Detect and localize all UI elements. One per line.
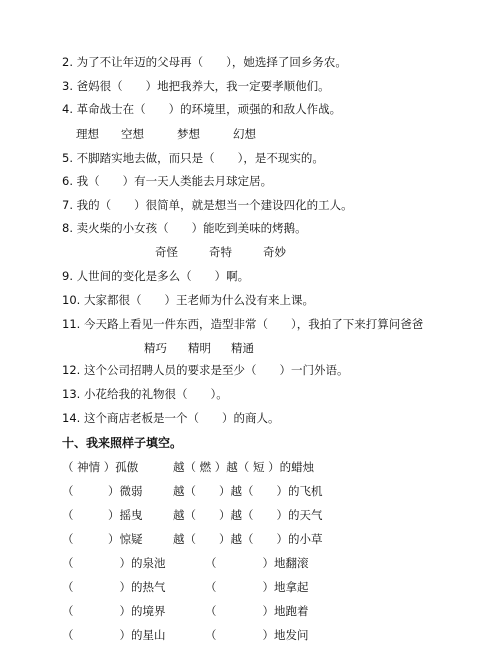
sentence-8: 8. 卖火柴的小女孩（ ）能吃到美味的烤鹅。 bbox=[62, 221, 307, 235]
blank-right: （ ）地跑着 bbox=[205, 604, 309, 618]
sentence-6: 6. 我（ ）有一天人类能去月球定居。 bbox=[62, 174, 273, 188]
sentence-11: 11. 今天路上看见一件东西，造型非常（ ），我拍了下来打算问爸爸 bbox=[62, 317, 424, 331]
pattern-left: （ ）微弱 bbox=[62, 484, 143, 498]
sentence-13: 13. 小花给我的礼物很（ ）。 bbox=[62, 387, 228, 401]
word-option: 奇妙 bbox=[263, 245, 286, 259]
word-option: 理想 bbox=[76, 127, 99, 141]
blank-right: （ ）地翻滚 bbox=[205, 556, 309, 570]
sentence-3: 3. 爸妈很（ ）地把我养大，我一定要孝顺他们。 bbox=[62, 79, 330, 93]
sentence-5: 5. 不脚踏实地去做，而只是（ ），是不现实的。 bbox=[62, 151, 324, 165]
word-option: 奇怪 bbox=[155, 245, 178, 259]
pattern-right: 越（ 燃 ）越（ 短 ）的蜡烛 bbox=[173, 460, 315, 474]
sentence-10: 10. 大家都很（ ）王老师为什么没有来上课。 bbox=[62, 293, 314, 307]
word-option: 奇特 bbox=[209, 245, 232, 259]
pattern-left: （ 神情 ）孤傲 bbox=[62, 460, 139, 474]
word-option: 精巧 bbox=[144, 341, 167, 355]
sentence-9: 9. 人世间的变化是多么（ ）啊。 bbox=[62, 269, 250, 283]
blank-left: （ ）的泉池 bbox=[62, 556, 166, 570]
word-option: 空想 bbox=[121, 127, 144, 141]
blank-right: （ ）地拿起 bbox=[205, 580, 309, 594]
sentence-14: 14. 这个商店老板是一个（ ）的商人。 bbox=[62, 411, 280, 425]
section-title: 十、我来照样子填空。 bbox=[62, 436, 183, 450]
pattern-right: 越（ ）越（ ）的飞机 bbox=[173, 484, 323, 498]
sentence-4: 4. 革命战士在（ ）的环境里，顽强的和敌人作战。 bbox=[62, 102, 342, 116]
word-option: 梦想 bbox=[177, 127, 200, 141]
pattern-left: （ ）惊疑 bbox=[62, 532, 143, 546]
sentence-12: 12. 这个公司招聘人员的要求是至少（ ）一门外语。 bbox=[62, 363, 349, 377]
blank-left: （ ）的境界 bbox=[62, 604, 166, 618]
word-option: 幻想 bbox=[233, 127, 256, 141]
pattern-right: 越（ ）越（ ）的小草 bbox=[173, 532, 323, 546]
sentence-2: 2. 为了不让年迈的父母再（ ），她选择了回乡务农。 bbox=[62, 55, 347, 69]
pattern-right: 越（ ）越（ ）的天气 bbox=[173, 508, 323, 522]
pattern-left: （ ）摇曳 bbox=[62, 508, 143, 522]
word-option: 精明 bbox=[188, 341, 211, 355]
blank-left: （ ）的热气 bbox=[62, 580, 166, 594]
word-option: 精通 bbox=[231, 341, 254, 355]
blank-right: （ ）地发问 bbox=[205, 628, 309, 642]
blank-left: （ ）的星山 bbox=[62, 628, 166, 642]
sentence-7: 7. 我的（ ）很简单，就是想当一个建设四化的工人。 bbox=[62, 198, 353, 212]
